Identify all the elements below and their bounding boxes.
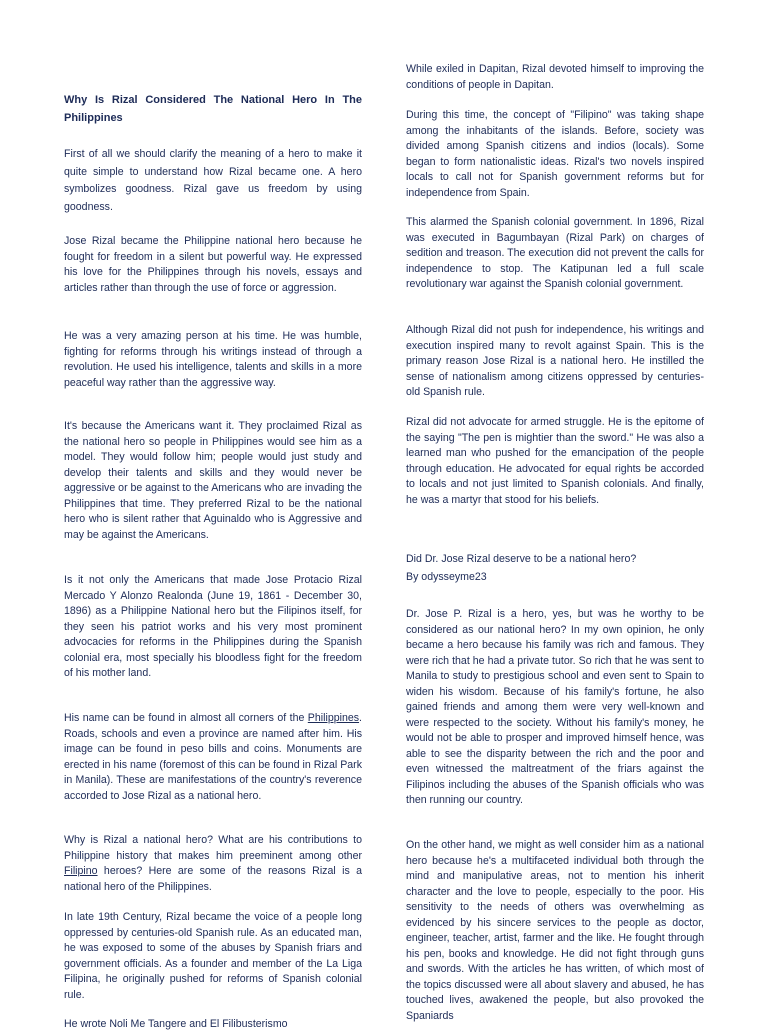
paragraph: Jose Rizal became the Philippine national hero because he fought for freedom in a silent but powerful way. He expressed his love for the Philippines through his novels, essays and articles rather than through the use of force or aggression.	[64, 235, 362, 294]
paragraph: First of all we should clarify the meaning of a hero to make it quite simple to understand how Rizal became one. A hero symbolizes goodness. Rizal gave us freedom by using goodness.	[64, 148, 362, 213]
paragraph: On the other hand, we might as well consider him as a national hero because he's a multifaceted individual both through the mind and manipulative areas, not to mention his inherit character and the love to people, especially to the poor. His sensitivity to the needs of others was overwhelming as evidenced by his sincere services to the people as doctor, engineer, teacher, artist, farmer and the like. He fought through his pen, books and knowledge. He did not fight through guns and swords. With the articles he has written, of which most of the topics discussed were all about slavery and abused, he has touched lives, awakened the people, but also provoked the Spaniards	[406, 839, 704, 1022]
paragraph-cut-off: He wrote Noli Me Tangere and El Filibusterismo	[64, 1018, 288, 1030]
philippines-link[interactable]: Philippines	[307, 712, 360, 724]
paragraph: This alarmed the Spanish colonial government. In 1896, Rizal was executed in Bagumbayan (Rizal Park) on charges of sedition and treason. The execution did not prevent the calls for independence to stop. The Katipunan led a full scale revolutionary war against the Spanish colonial government.	[406, 216, 704, 290]
filipino-link[interactable]: Filipino	[64, 865, 98, 877]
paragraph: It's because the Americans want it. They proclaimed Rizal as the national hero so people in Philippines would see him as a model. They would follow him; people would just study and develop their talents and skills and they would never be aggressive or be against to the Americans who are invading the Philippines that time. They preferred Rizal to be the national hero who is silent rather that Aguinaldo who is Aggressive and may be against the Americans.	[64, 420, 362, 541]
paragraph: He was a very amazing person at his time. He was humble, fighting for reforms through his writings instead of through a revolution. He used his intelligence, talents and skills in a more peaceful way rather than the aggressive way.	[64, 330, 362, 389]
paragraph: Rizal did not advocate for armed struggle. He is the epitome of the saying "The pen is mightier than the sword." He was also a learned man who pushed for the emancipation of the people through education. He advocated for equal rights be accorded to locals and not just limited to Spanish colonials. And finally, he was a martyr that stood for his beliefs.	[406, 416, 704, 506]
article-title: Why Is Rizal Considered The National Hero In The Philippines	[64, 94, 362, 124]
paragraph: Although Rizal did not push for independence, his writings and execution inspired many to revolt against Spain. This is the primary reason Jose Rizal is a national hero. He instilled the sense of nationalism among citizens oppressed by centuries-old Spanish rule.	[406, 324, 704, 398]
paragraph: In late 19th Century, Rizal became the voice of a people long oppressed by centuries-old Spanish rule. As an educated man, he was exposed to some of the abuses by Spanish friars and government officials. As a founder and member of the La Liga Filipina, he originally pushed for reforms of Spanish colonial rule.	[64, 911, 362, 1001]
paragraph: While exiled in Dapitan, Rizal devoted himself to improving the conditions of people in Dapitan.	[406, 63, 704, 91]
paragraph: During this time, the concept of "Filipino" was taking shape among the inhabitants of the islands. Before, society was divided among Spanish citizens and indios (locals). Some began to form nationalistic ideas. Rizal's two novels inspired locals to call not for Spanish government reforms but for independence from Spain.	[406, 109, 704, 199]
paragraph: His name can be found in almost all corners of the Philippines. Roads, schools and even a province are named after him. His image can be found in peso bills and coins. Monuments are erected in his name (foremost of this can be found in Rizal Park in Manila). These are manifestations of the country's reverence accorded to Jose Rizal as a national hero.	[64, 712, 362, 802]
byline: By odysseyme23	[406, 571, 487, 583]
section-question: Did Dr. Jose Rizal deserve to be a national hero?	[406, 553, 637, 565]
paragraph: Is it not only the Americans that made Jose Protacio Rizal Mercado Y Alonzo Realonda (June 19, 1861 - December 30, 1896) as a Philippine National hero but the Filipinos itself, for they seen his patriot works and his very most prominent advocacies for reforms in the Philippines during the Spanish colonial era, most specially his bloodless fight for the freedom of his mother land.	[64, 574, 362, 679]
paragraph: Why is Rizal a national hero? What are his contributions to Philippine history that makes him preeminent among other Filipino heroes? Here are some of the reasons Rizal is a national hero of the Philippines.	[64, 834, 362, 893]
paragraph: Dr. Jose P. Rizal is a hero, yes, but was he worthy to be considered as our national hero? In my own opinion, he only became a hero because his family was rich and famous. They were rich that he had a private tutor. So rich that he was sent to Manila to study to prestigious school and even sent to Spain to widen his wisdom. Because of his family's fortune, he also gained friends and among them were very well-known and were respected to the society. Without his family's money, he would not be able to prosper and improved himself hence, was able to see the disparity between the rich and the poor and even witnessed the maltreatment of the friars against the Filipinos including the abuses of the Spanish officials who was then running our country.	[406, 608, 704, 806]
